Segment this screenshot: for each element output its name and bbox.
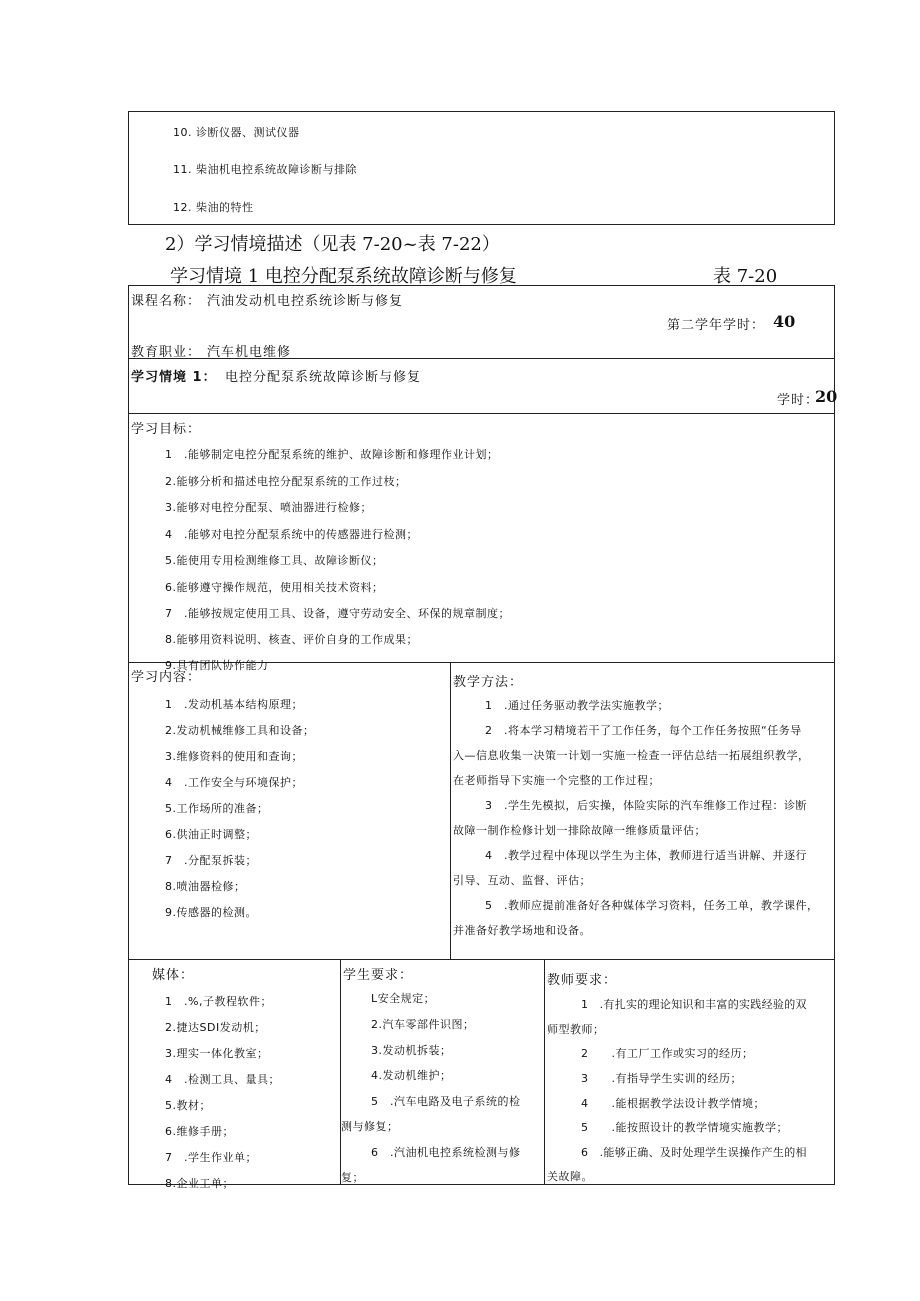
teacher-req-line: 1 .有扎实的理论知识和丰富的实践经验的双 (581, 998, 807, 1011)
teacher-req-line: 3 .有指导学生实训的经历； (581, 1072, 742, 1085)
content-item: 9.传感器的检测。 (165, 906, 257, 919)
method-line: 3 .学生先模拟，后实操，体险实际的汽车维修工作过程：诊断 (485, 799, 807, 812)
situation-hours-label: 学时： (777, 393, 820, 408)
objective-item: 5.能使用专用检测维修工具、故障诊断仪； (165, 554, 384, 567)
teacher-req-line: 4 .能根据教学法设计教学情境； (581, 1097, 765, 1110)
top-item: 10. 诊断仪器、测试仪器 (173, 126, 300, 139)
media-item: 6.维修手册； (165, 1125, 234, 1138)
objectives-title: 学习目标： (131, 422, 202, 437)
teacher-req-line: 2 .有工厂工作或实习的经历； (581, 1047, 754, 1060)
year-hours-value: 40 (773, 312, 796, 331)
objectives-list (129, 414, 834, 672)
teacher-req-title: 教师要求： (547, 973, 618, 988)
media-item: 1 .%,子教程软件； (165, 995, 272, 1008)
major-label: 教育职业： (131, 345, 202, 360)
method-line: 2 .将本学习精境若干了工作任务，每个工作任务按照“任务导 (485, 724, 802, 737)
teacher-req-line: 关故障。 (547, 1170, 593, 1183)
media-title: 媒体： (152, 968, 195, 983)
method-line: 故障一制作检修计划一排除故障一维修质量评估； (453, 824, 706, 837)
major-value: 汽车机电维修 (207, 345, 292, 360)
content-item: 7 .分配泵拆装； (165, 854, 257, 867)
content-item: 4 .工作安全与环境保护； (165, 776, 303, 789)
year-hours-label: 第二学年学时： (667, 318, 766, 333)
methods-text (451, 663, 834, 958)
objective-item: 4 .能够对电控分配泵系统中的传感器进行检测； (165, 528, 418, 541)
method-line: 4 .教学过程中体现以学生为主体，教师进行适当讲解、并逐行 (485, 849, 807, 862)
media-item: 8.企业工单； (165, 1177, 234, 1190)
section-heading: 2）学习情境描述（见表 7-20~表 7-22） (165, 234, 500, 255)
student-req-line: 复； (341, 1171, 364, 1184)
media-item: 5.教材； (165, 1099, 211, 1112)
student-req-line: 6 .汽油机电控系统检测与修 (371, 1146, 521, 1159)
situation-hours-value: 20 (815, 387, 838, 406)
objective-item: 3.能够对电控分配泵、喷油器进行检修； (165, 501, 372, 514)
content-item: 3.维修资料的使用和查询； (165, 750, 303, 763)
student-req-line: 3.发动机拆装； (371, 1044, 452, 1057)
media-item: 7 .学生作业单； (165, 1151, 257, 1164)
method-line: 并准备好教学场地和设备。 (453, 924, 591, 937)
method-line: 1 .通过任务驱动教学法实施教学； (485, 699, 669, 712)
content-item: 6.供油正时调整； (165, 828, 257, 841)
content-item: 5.工作场所的准备； (165, 802, 269, 815)
objective-item: 1 .能够制定电控分配泵系统的维护、故障诊断和修理作业计划； (165, 448, 499, 461)
objective-item: 2.能够分析和描述电控分配泵系统的工作过枝； (165, 475, 407, 488)
student-req-line: 测与修复； (341, 1120, 399, 1133)
student-req-line: 2.汽车零部件识图； (371, 1018, 475, 1031)
student-req-title: 学生要求： (343, 968, 414, 983)
teacher-req-line: 6 .能够正确、及时处理学生误操作产生的相 (581, 1146, 807, 1159)
situation-value: 电控分配泵系统故障诊断与修复 (225, 370, 422, 385)
method-line: 入—信息收集一决策一计划一实施一检查一评估总结一拓展组织教学， (453, 749, 810, 762)
content-item: 1 .发动机基本结构原理； (165, 698, 303, 711)
objective-item: 9.具有团队协作能力 (165, 659, 269, 672)
situation-label: 学习情境 1： (131, 370, 217, 385)
method-line: 5 .教师应提前准备好各种媒体学习资料，任务工单，教学课件， (485, 899, 819, 912)
media-list (129, 960, 339, 1190)
student-req-line: 4.发动机维护； (371, 1069, 452, 1082)
student-req-line: L安全规定； (371, 992, 436, 1005)
top-item: 12. 柴油的特性 (173, 201, 254, 214)
media-item: 3.理实一体化教室； (165, 1047, 269, 1060)
media-item: 2.捷达SDI发动机； (165, 1021, 266, 1034)
table-caption-number: 表 7-20 (713, 266, 778, 287)
course-name-value: 汽油发动机电控系统诊断与修复 (207, 294, 404, 309)
content-item: 2.发动机械维修工具和设备； (165, 724, 315, 737)
teacher-req-line: 5 .能按照设计的教学情境实施教学； (581, 1121, 788, 1134)
student-req-list (341, 960, 543, 1184)
teacher-req-line: 师型教师； (547, 1023, 605, 1036)
method-line: 在老师指导下实施一个完整的工作过程； (453, 774, 660, 787)
top-item: 11. 柴油机电控系统故障诊断与排除 (173, 163, 357, 176)
teacher-req-list (545, 960, 834, 1184)
content-title: 学习内容： (131, 670, 202, 685)
student-req-line: 5 .汽车电路及电子系统的检 (371, 1095, 521, 1108)
table-caption-title: 学习情境 1 电控分配泵系统故障诊断与修复 (170, 266, 517, 287)
content-item: 8.喷油器检修； (165, 880, 246, 893)
objective-item: 8.能够用资料说明、核查、评价自身的工作成果； (165, 633, 418, 646)
objective-item: 7 .能够按规定使用工具、设备，遵守劳动安全、环保的规章制度； (165, 607, 510, 620)
method-line: 引导、互动、监督、评估； (453, 874, 591, 887)
methods-title: 教学方法： (453, 675, 524, 690)
objective-item: 6.能够遵守操作规范，使用相关技术资料； (165, 581, 384, 594)
course-name-label: 课程名称： (131, 294, 202, 309)
media-item: 4 .检测工具、量具； (165, 1073, 280, 1086)
